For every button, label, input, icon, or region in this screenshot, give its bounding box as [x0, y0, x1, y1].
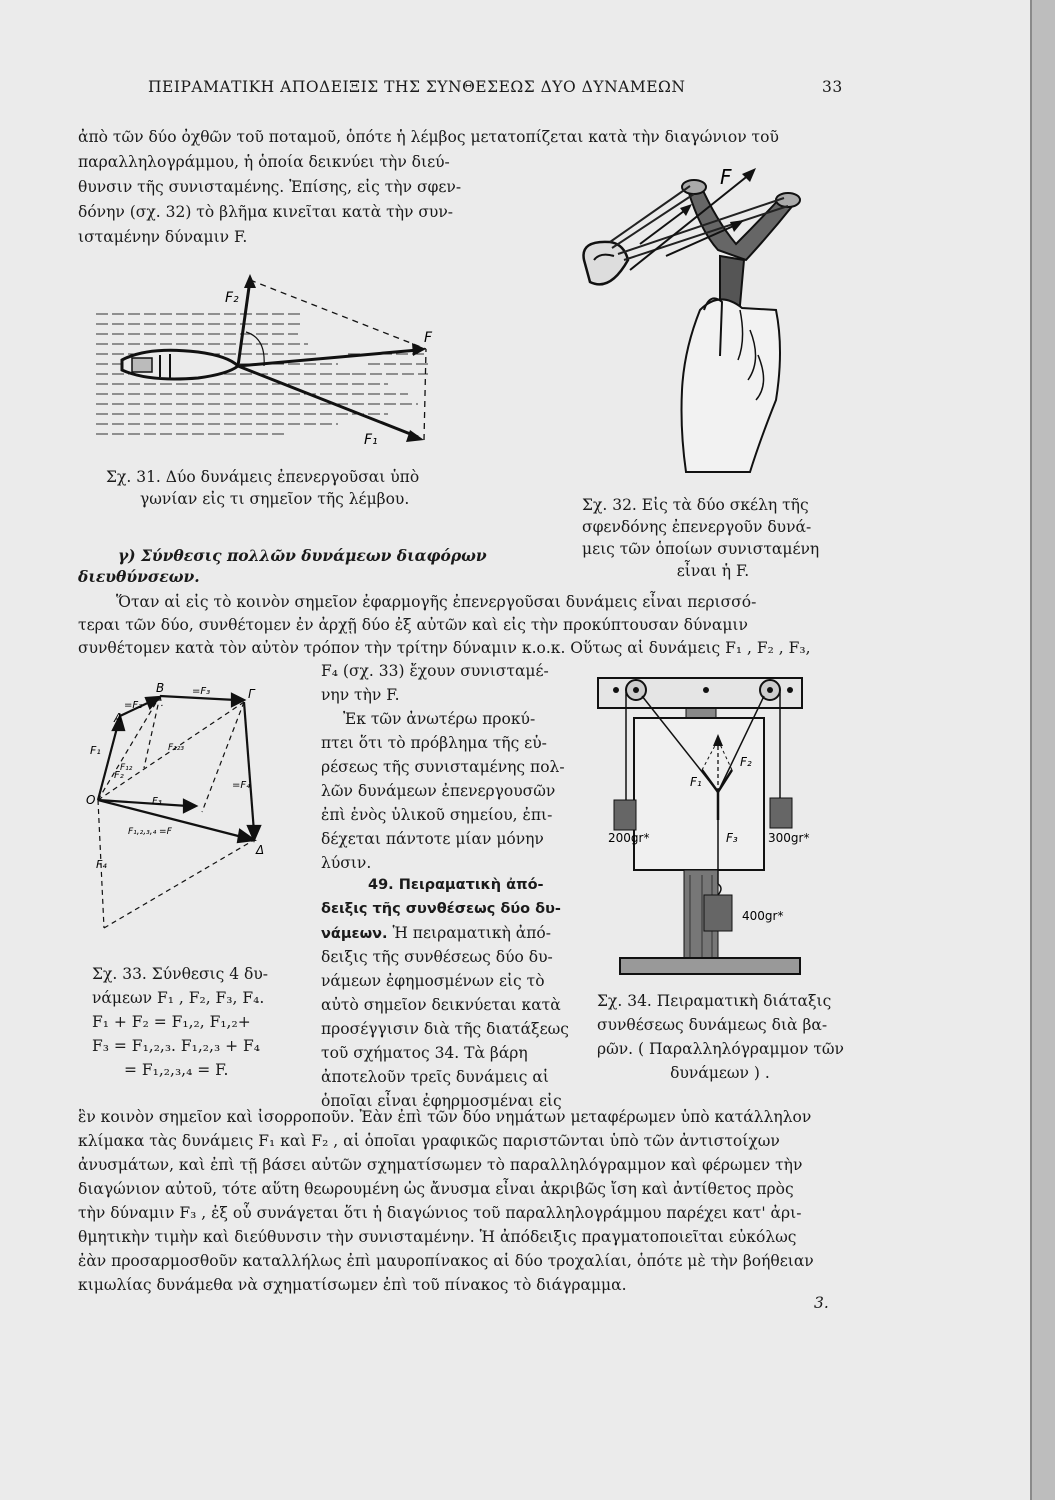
intro-line-4: δόνην (σχ. 32) τὸ βλῆμα κινεῖται κατὰ τὴν συν-	[78, 203, 454, 221]
fig33-label-o: O	[86, 793, 96, 807]
middle-line-2: νην τὴν F.	[321, 686, 400, 704]
fig34-label-w-bottom: 400gr*	[742, 909, 784, 923]
fig33-caption-line-4: F₃ = F₁,₂,₃. F₁,₂,₃ + F₄	[92, 1037, 260, 1055]
section-49-body-3: αὐτὸ σημεῖον δεικνύεται κατὰ	[321, 996, 561, 1014]
fig33-label-f1: F₁	[90, 744, 101, 757]
figure-31-boat	[88, 262, 448, 462]
fig33-label-eq-f2: =F₂	[124, 700, 143, 711]
fig32-caption-line-2: σφενδόνης ἐπενεργοῦν δυνά-	[582, 518, 812, 536]
fig32-caption-line-1: Σχ. 32. Εἰς τὰ δύο σκέλη τῆς	[582, 496, 809, 514]
signature-mark: 3.	[814, 1294, 829, 1312]
intro-line-5: ισταμένην δύναμιν F.	[78, 228, 248, 246]
fig33-label-f2: F₂	[114, 770, 124, 781]
fig33-caption-line-1: Σχ. 33. Σύνθεσις 4 δυ-	[92, 965, 268, 983]
fig32-caption-line-4: εἶναι ἡ F.	[676, 562, 750, 580]
paragraph-line-3: συνθέτομεν κατὰ τὸν αὐτὸν τρόπον τὴν τρίτην δύναμιν κ.ο.κ. Οὕτως αἱ δυνάμεις F₁ , F₂ , F₃,	[78, 639, 811, 657]
fig33-label-eq-f4: =F₄	[232, 780, 251, 791]
fig31-caption-line-1: Σχ. 31. Δύο δυνάμεις ἐπενεργοῦσαι ὑπὸ	[106, 468, 420, 486]
closing-line-4: διαγώνιον αὐτοῦ, τότε αὕτη θεωρουμένη ὡς ἄνυσμα εἶναι ἀκριβῶς ἴση καὶ ἀντίθετος πρὸς	[78, 1180, 794, 1198]
fig34-label-f1: F₁	[690, 775, 702, 789]
section-49-body-1: δειξις τῆς συνθέσεως δύο δυ-	[321, 948, 553, 966]
closing-line-1: ἓν κοινὸν σημεῖον καὶ ἰσορροποῦν. Ἐὰν ἐπὶ τῶν δύο νημάτων μεταφέρωμεν ὑπὸ κατάλληλον	[78, 1108, 812, 1126]
middle-line-9: λύσιν.	[321, 854, 372, 872]
closing-line-2: κλίμακα τὰς δυνάμεις F₁ καὶ F₂ , αἱ ὁποῖαι γραφικῶς παριστῶνται ὑπὸ τῶν ἀντιστοίχων	[78, 1132, 780, 1150]
section-49-body-7: ὁποῖαι εἶναι ἐφηρμοσμέναι εἰς	[321, 1092, 562, 1110]
section-49-line-3	[321, 922, 551, 945]
paragraph-line-2: τεραι τῶν δύο, συνθέτομεν ἐν ἀρχῇ δύο ἐξ αὐτῶν καὶ εἰς τὴν προκύπτουσαν δύναμιν	[78, 616, 748, 634]
middle-line-5: ρέσεως τῆς συνισταμένης πολ-	[321, 758, 565, 776]
fig33-label-b: B	[156, 681, 165, 695]
page-edge	[1030, 0, 1055, 1500]
middle-line-3: Ἐκ τῶν ἀνωτέρω προκύ-	[343, 710, 536, 728]
fig33-label-f3: F₃	[152, 796, 162, 807]
intro-line-3: θυνσιν τῆς συνισταμένης. Ἐπίσης, εἰς τὴν σφεν-	[78, 178, 462, 196]
intro-line-1: ἀπὸ τῶν δύο ὀχθῶν τοῦ ποταμοῦ, ὁπότε ἡ λέμβος μετατοπίζεται κατὰ τὴν διαγώνιον τοῦ	[78, 128, 779, 146]
fig34-caption-line-1: Σχ. 34. Πειραματικὴ διάταξις	[597, 992, 832, 1010]
fig33-caption-line-2: νάμεων F₁ , F₂, F₃, F₄.	[92, 989, 265, 1007]
section-49-body-5: τοῦ σχήματος 34. Τὰ βάρη	[321, 1044, 528, 1062]
fig31-label-f1: F₁	[364, 432, 378, 448]
closing-line-7: ἐὰν προσαρμοσθοῦν καταλλήλως ἐπὶ μαυροπίνακος αἱ δύο τροχαλίαι, ὁπότε μὲ τὴν βοήθειαν	[78, 1252, 814, 1270]
intro-line-2: παραλληλογράμμου, ἡ ὁποία δεικνύει τὴν διεύ-	[78, 153, 450, 171]
fig34-label-f3: F₃	[726, 831, 738, 845]
fig33-caption-line-3: F₁ + F₂ = F₁,₂, F₁,₂+	[92, 1013, 251, 1031]
fig31-caption-line-2: γωνίαν εἰς τι σημεῖον τῆς λέμβου.	[140, 490, 410, 508]
fig33-label-f123: F₁₂₃	[168, 743, 185, 753]
fig32-caption-line-3: μεις τῶν ὁποίων συνισταμένη	[582, 540, 820, 558]
fig33-label-g: Γ	[248, 687, 255, 701]
fig33-label-eq-f3: =F₃	[192, 686, 211, 697]
fig34-caption-line-4: δυνάμεων ) .	[670, 1064, 770, 1082]
fig34-label-w-left: 200gr*	[608, 831, 650, 845]
fig31-label-f2: F₂	[225, 290, 239, 306]
paragraph-line-1: Ὅταν αἱ εἰς τὸ κοινὸν σημεῖον ἐφαρμογῆς ἐπενεργοῦσαι δυνάμεις εἶναι περισσό-	[116, 593, 757, 611]
page-number: 33	[822, 78, 843, 96]
figure-32-slingshot	[570, 160, 832, 490]
section-49-body-6: ἀποτελοῦν τρεῖς δυνάμεις αἱ	[321, 1068, 549, 1086]
middle-line-7: ἐπὶ ἑνὸς ὑλικοῦ σημείου, ἐπι-	[321, 806, 553, 824]
fig32-label-f: F	[720, 165, 732, 189]
figure-34-pulley-apparatus	[590, 670, 845, 985]
closing-line-6: θμητικὴν τιμὴν καὶ διεύθυνσιν τὴν συνισταμένην. Ἡ ἀπόδειξις πραγματοποιεῖται εὐκόλως	[78, 1228, 797, 1246]
running-header: ΠΕΙΡΑΜΑΤΙΚΗ ΑΠΟΔΕΙΞΙΣ ΤΗΣ ΣΥΝΘΕΣΕΩΣ ΔΥΟ ΔΥΝΑΜΕΩΝ	[148, 78, 686, 96]
closing-line-8: κιμωλίας δυνάμεθα νὰ σχηματίσωμεν ἐπὶ τοῦ πίνακος τὸ διάγραμμα.	[78, 1276, 627, 1294]
section-49-body-2: νάμεων ἐφημοσμένων εἰς τὸ	[321, 972, 545, 990]
section-49-heading-3: νάμεων.	[321, 926, 388, 942]
middle-line-8: δέχεται πάντοτε μίαν μόνην	[321, 830, 544, 848]
closing-line-5: τὴν δύναμιν F₃ , ἐξ οὗ συνάγεται ὅτι ἡ διαγώνιος τοῦ παραλληλογράμμου παρέχει κατ' ἀρι-	[78, 1204, 802, 1222]
fig34-label-f2: F₂	[740, 755, 752, 769]
fig33-caption-line-5: = F₁,₂,₃,₄ = F.	[124, 1061, 229, 1079]
fig33-label-d: Δ	[256, 843, 265, 857]
figure-33-force-polygon	[84, 678, 314, 958]
middle-line-1: F₄ (σχ. 33) ἔχουν συνισταμέ-	[321, 662, 549, 680]
fig34-label-w-right: 300gr*	[768, 831, 810, 845]
fig33-label-f4: F₄	[96, 858, 107, 871]
closing-line-3: ἀνυσμάτων, καὶ ἐπὶ τῇ βάσει αὐτῶν σχηματίσωμεν τὸ παραλληλόγραμμον καὶ φέρωμεν τὴν	[78, 1156, 803, 1174]
fig31-label-f: F	[424, 330, 433, 346]
section-49-heading-1: 49. Πειραματικὴ ἀπό-	[368, 877, 544, 893]
fig33-label-a: A	[114, 711, 123, 725]
section-49-line-3-rest: Ἡ πειραματικὴ ἀπό-	[387, 924, 552, 942]
fig33-label-resultant: F₁,₂,₃,₄ =F	[128, 827, 172, 837]
fig33-label-f12: F₁₂	[120, 763, 133, 773]
section-c-heading-cont: διευθύνσεων.	[78, 567, 200, 586]
middle-line-6: λῶν δυνάμεων ἐπενεργουσῶν	[321, 782, 556, 800]
section-49-body-4: προσέγγισιν διὰ τῆς διατάξεως	[321, 1020, 569, 1038]
middle-line-4: πτει ὅτι τὸ πρόβλημα τῆς εὑ-	[321, 734, 547, 752]
section-c-heading: γ) Σύνθεσις πολλῶν δυνάμεων διαφόρων	[118, 546, 487, 565]
fig34-caption-line-2: συνθέσεως δυνάμεως διὰ βα-	[597, 1016, 828, 1034]
fig34-caption-line-3: ρῶν. ( Παραλληλόγραμμον τῶν	[597, 1040, 844, 1058]
section-49-heading-2: δειξις τῆς συνθέσεως δύο δυ-	[321, 901, 561, 917]
